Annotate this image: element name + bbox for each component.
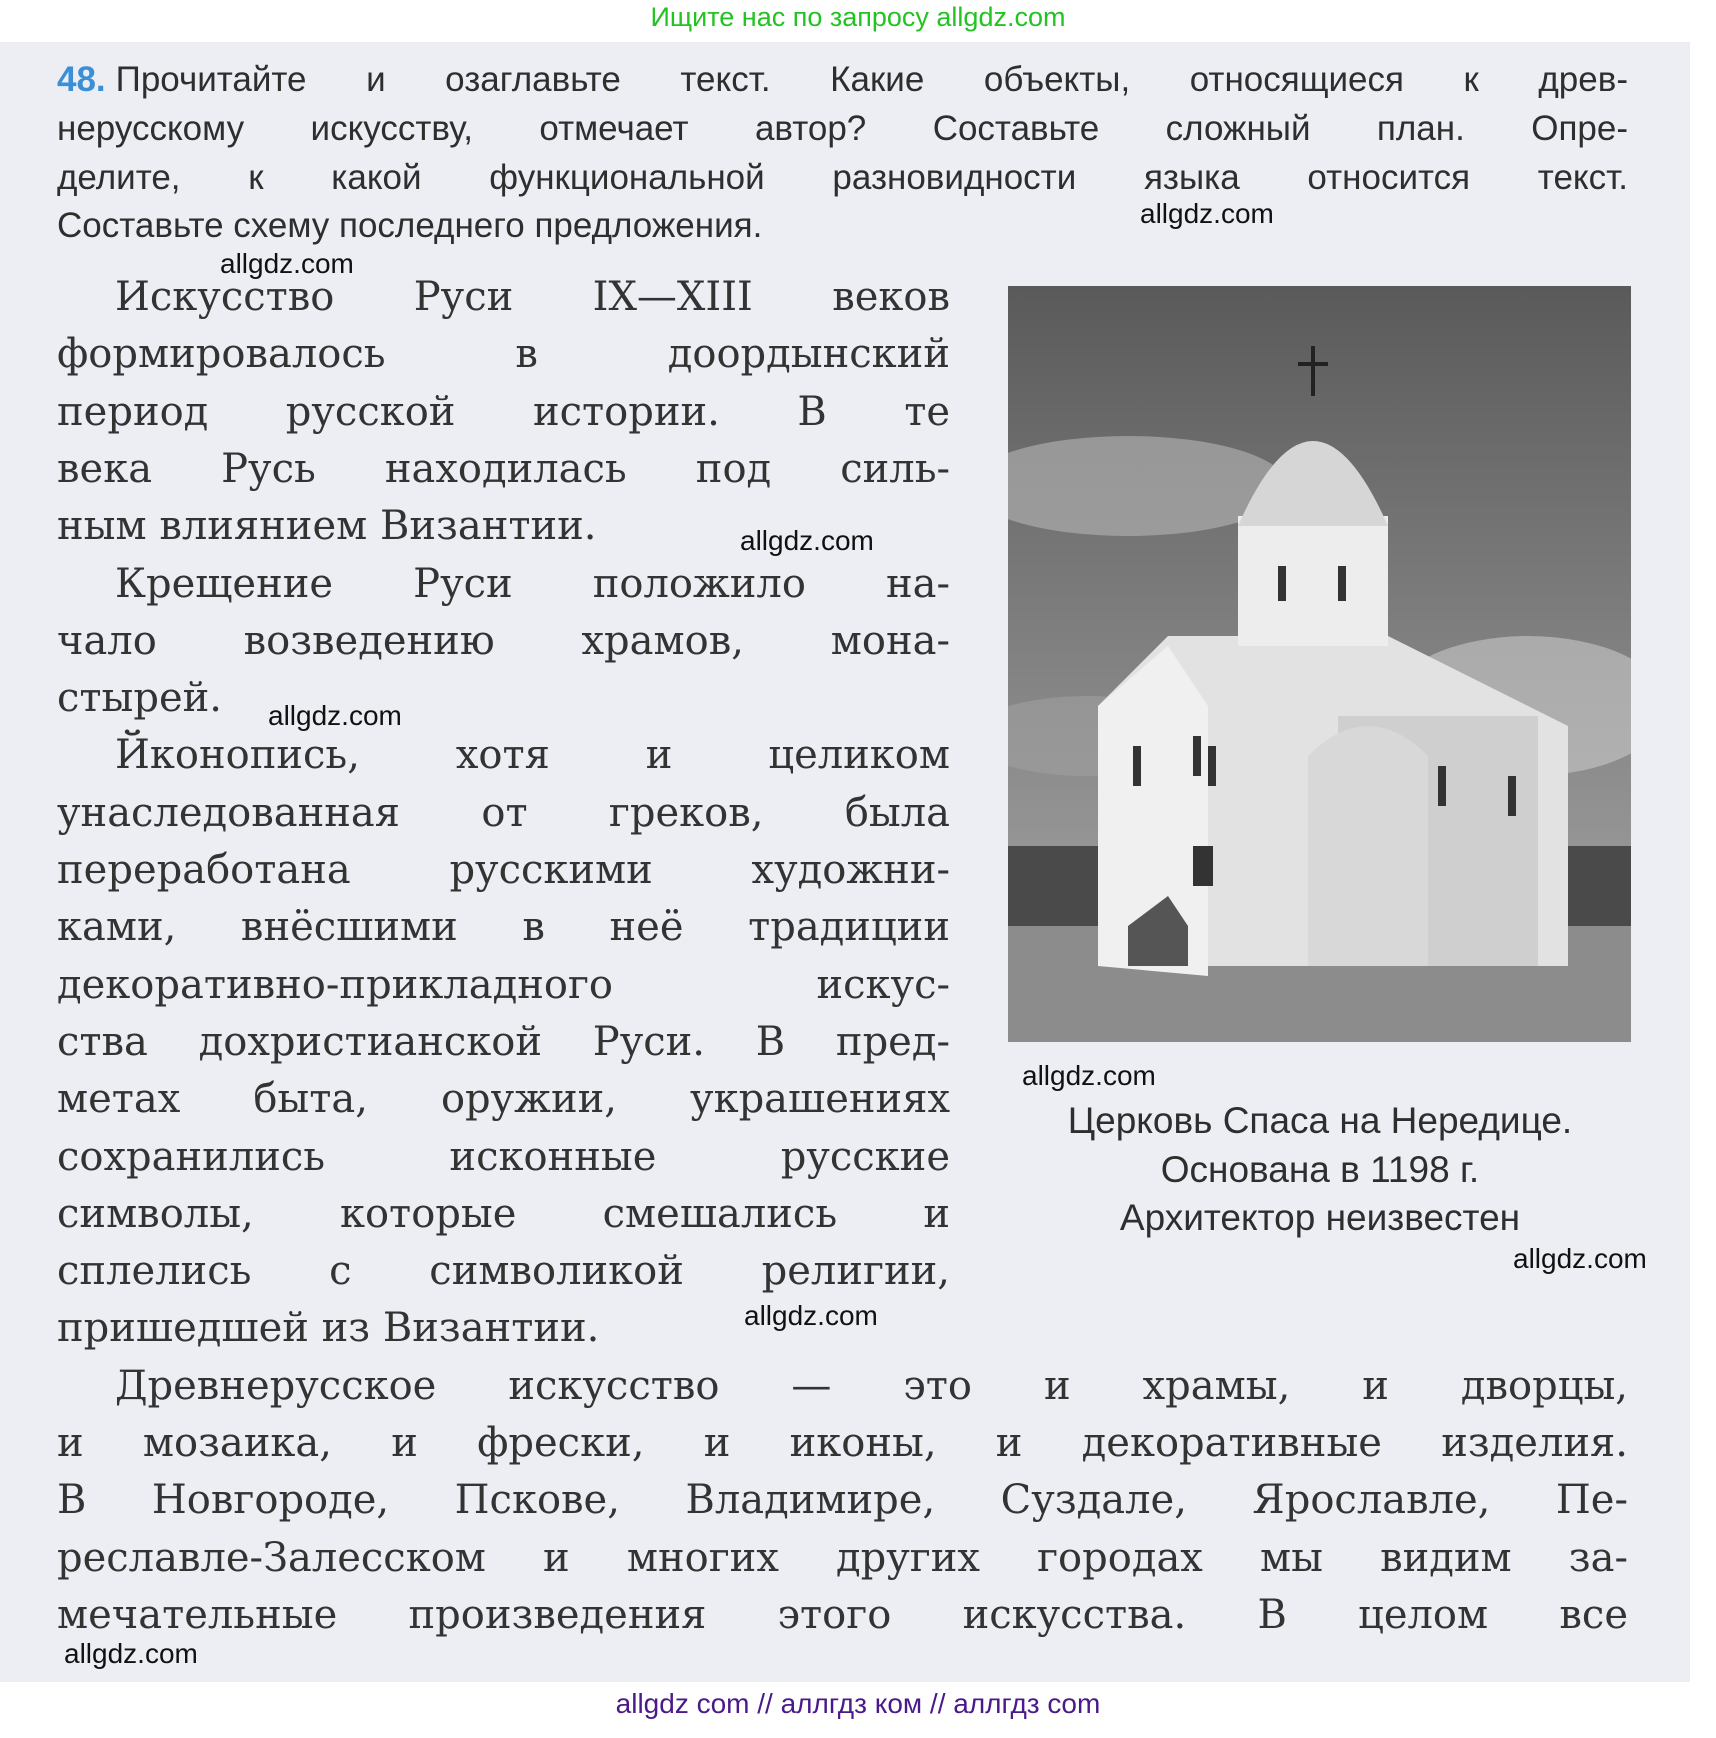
text-line: мечательные произведения этого искусства. В целом все	[57, 1591, 1628, 1638]
text-line: стырей.	[57, 675, 223, 722]
text-line: ным влиянием Византии.	[57, 503, 597, 550]
church-photo	[1008, 286, 1631, 1042]
text-line: декоративно-прикладного искус-	[57, 961, 950, 1008]
text-line: века Русь находилась под силь-	[57, 445, 950, 492]
text-line: период русской истории. В те	[57, 388, 950, 435]
caption-line: Архитектор неизвестен	[1119, 1197, 1521, 1238]
task-line	[57, 111, 1628, 146]
task-line	[57, 208, 1628, 243]
watermark: allgdz.com	[1022, 1060, 1156, 1091]
text-line: реславле-Залесском и многих других городах мы видим за-	[57, 1534, 1628, 1581]
caption-line: Основана в 1198 г.	[1160, 1148, 1480, 1190]
watermark: allgdz.com	[64, 1638, 198, 1669]
task-line-text: Составьте схему последнего предложения.	[57, 206, 763, 245]
task-line-text: Прочитайте и озаглавьте текст. Какие объекты, относящиеся к древ-	[115, 60, 1628, 99]
text-line: ками, внёсшими в неё традиции	[57, 904, 950, 951]
text-line: и мозаика, и фрески, и иконы, и декоративные изделия.	[57, 1420, 1628, 1466]
text-line: ства дохристианской Руси. В пред-	[57, 1018, 950, 1065]
text-line: сохранились исконные русские	[57, 1133, 950, 1180]
text-line: унаследованная от греков, была	[57, 789, 950, 836]
text-line: переработана русскими художни-	[57, 847, 950, 893]
text-line: Йконопись, хотя и целиком	[115, 732, 950, 779]
watermark: allgdz.com	[1513, 1243, 1647, 1274]
text-line: сплелись с символикой религии,	[57, 1248, 950, 1295]
bottom-banner: allgdz com // аллгдз ком // аллгдз com	[615, 1688, 1101, 1719]
text-line: формировалось в доордынский	[57, 331, 950, 378]
task-line	[57, 160, 1628, 195]
text-line: Крещение Руси положило на-	[115, 560, 950, 607]
watermark: allgdz.com	[268, 700, 402, 731]
watermark: allgdz.com	[740, 525, 874, 556]
text-line: В Новгороде, Пскове, Владимире, Суздале, Ярославле, Пе-	[57, 1477, 1628, 1524]
watermark: allgdz.com	[220, 248, 354, 279]
watermark: allgdz.com	[1140, 198, 1274, 229]
task-line	[57, 62, 1628, 97]
caption-line: Церковь Спаса на Нередице.	[1067, 1100, 1573, 1141]
text-line: Древнерусское искусство — это и храмы, и дворцы,	[115, 1362, 1628, 1409]
exercise-number: 48.	[57, 60, 106, 99]
text-line: Искусство Руси IX—XIII веков	[115, 274, 950, 320]
text-line: чало возведению храмов, мона-	[57, 617, 950, 664]
top-banner: Ищите нас по запросу allgdz.com	[650, 2, 1066, 32]
text-line: символы, которые смешались и	[57, 1190, 950, 1237]
task-line-text: нерусскому искусству, отмечает автор? Составьте сложный план. Опре-	[57, 109, 1628, 148]
text-line: метах быта, оружии, украшениях	[57, 1076, 950, 1123]
watermark: allgdz.com	[744, 1300, 878, 1331]
task-line-text: делите, к какой функциональной разновидности языка относится текст.	[57, 158, 1628, 197]
text-line: пришедшей из Византии.	[57, 1305, 600, 1352]
